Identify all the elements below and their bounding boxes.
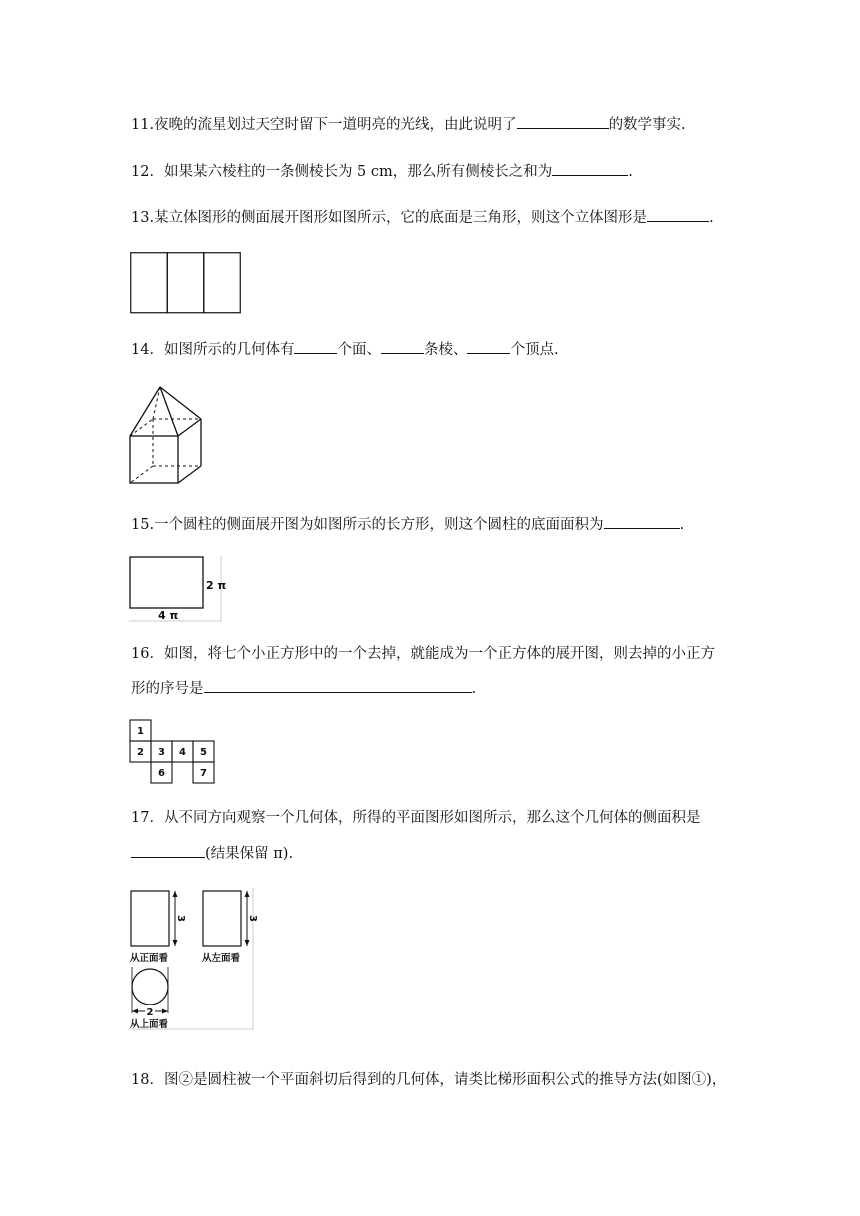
question-14-edges: 条棱、 — [423, 342, 468, 358]
face-rect-3 — [204, 253, 241, 313]
answer-blank-edges — [381, 339, 424, 354]
answer-blank — [552, 161, 628, 176]
question-15 — [131, 514, 684, 535]
answer-blank-faces — [294, 339, 337, 354]
question-18 — [131, 1070, 726, 1090]
question-11-text: 11.夜晚的流星划过天空时留下一道明亮的光线，由此说明了 — [131, 117, 517, 133]
question-15-text: 15.一个圆柱的侧面展开图为如图所示的长方形，则这个圆柱的底面面积为 — [131, 517, 604, 533]
question-12-tail: . — [628, 164, 633, 180]
cell-label-6: 6 — [158, 768, 165, 779]
question-12 — [131, 161, 633, 182]
question-13 — [131, 207, 714, 228]
face-rect-1 — [131, 253, 168, 313]
question-16 — [131, 644, 715, 664]
question-14-faces: 个面、 — [337, 342, 381, 358]
answer-blank-vertices — [467, 339, 510, 354]
question-18-text: 18．图②是圆柱被一个平面斜切后得到的几何体，请类比梯形面积公式的推导方法(如图①)， — [131, 1072, 727, 1088]
question-17-text: 17．从不同方向观察一个几何体，所得的平面图形如图所示，那么这个几何体的侧面积是 — [131, 810, 701, 826]
top-view-label: 从上面看 — [130, 1019, 169, 1030]
cell-label-5: 5 — [200, 747, 207, 758]
question-17 — [131, 808, 700, 828]
answer-blank — [604, 514, 680, 529]
question-12-text: 12．如果某六棱柱的一条侧棱长为 5 cm，那么所有侧棱长之和为 — [131, 164, 553, 180]
question-14-text: 14．如图所示的几何体有 — [131, 342, 295, 358]
answer-blank — [517, 114, 609, 129]
left-view-label: 从左面看 — [202, 953, 241, 964]
figure-side-unfold — [130, 252, 244, 314]
cell-label-3: 3 — [158, 747, 165, 758]
question-17-tail: (结果保留 π). — [205, 846, 294, 862]
cell-label-7: 7 — [200, 768, 207, 779]
answer-blank — [204, 678, 472, 693]
question-11-tail: 的数学事实. — [608, 117, 686, 133]
question-14 — [131, 339, 559, 360]
left-height-value: 3 — [247, 915, 258, 922]
question-11 — [131, 114, 686, 135]
question-16-text-2: 形的序号是 — [131, 681, 204, 697]
cell-label-4: 4 — [179, 747, 186, 758]
width-label: 4 π — [158, 609, 179, 622]
question-14-vertices: 个顶点. — [510, 342, 559, 358]
question-16-line2 — [131, 678, 476, 699]
figure-cylinder-unfold — [129, 556, 225, 622]
cell-label-1: 1 — [137, 726, 144, 737]
question-15-tail: . — [679, 517, 685, 533]
diameter-value: 2 — [146, 1007, 154, 1018]
question-16-tail: . — [471, 681, 477, 697]
figure-cube-net — [129, 719, 219, 785]
front-height-value: 3 — [175, 915, 186, 922]
answer-blank — [131, 843, 205, 858]
cell-label-2: 2 — [137, 747, 144, 758]
figure-cube-pyramid — [126, 384, 210, 488]
face-rect-2 — [167, 253, 204, 313]
question-16-text: 16．如图，将七个小正方形中的一个去掉，就能成为一个正方体的展开图，则去掉的小正方 — [131, 646, 715, 662]
answer-blank — [647, 207, 709, 222]
question-17-line2 — [131, 843, 293, 864]
question-13-text: 13.某立体图形的侧面展开图形如图所示，它的底面是三角形，则这个立体图形是 — [131, 210, 648, 226]
figure-three-views — [128, 888, 256, 1032]
question-13-tail: . — [709, 210, 714, 226]
front-view-label: 从正面看 — [130, 953, 169, 964]
height-label: 2 π — [206, 579, 227, 592]
